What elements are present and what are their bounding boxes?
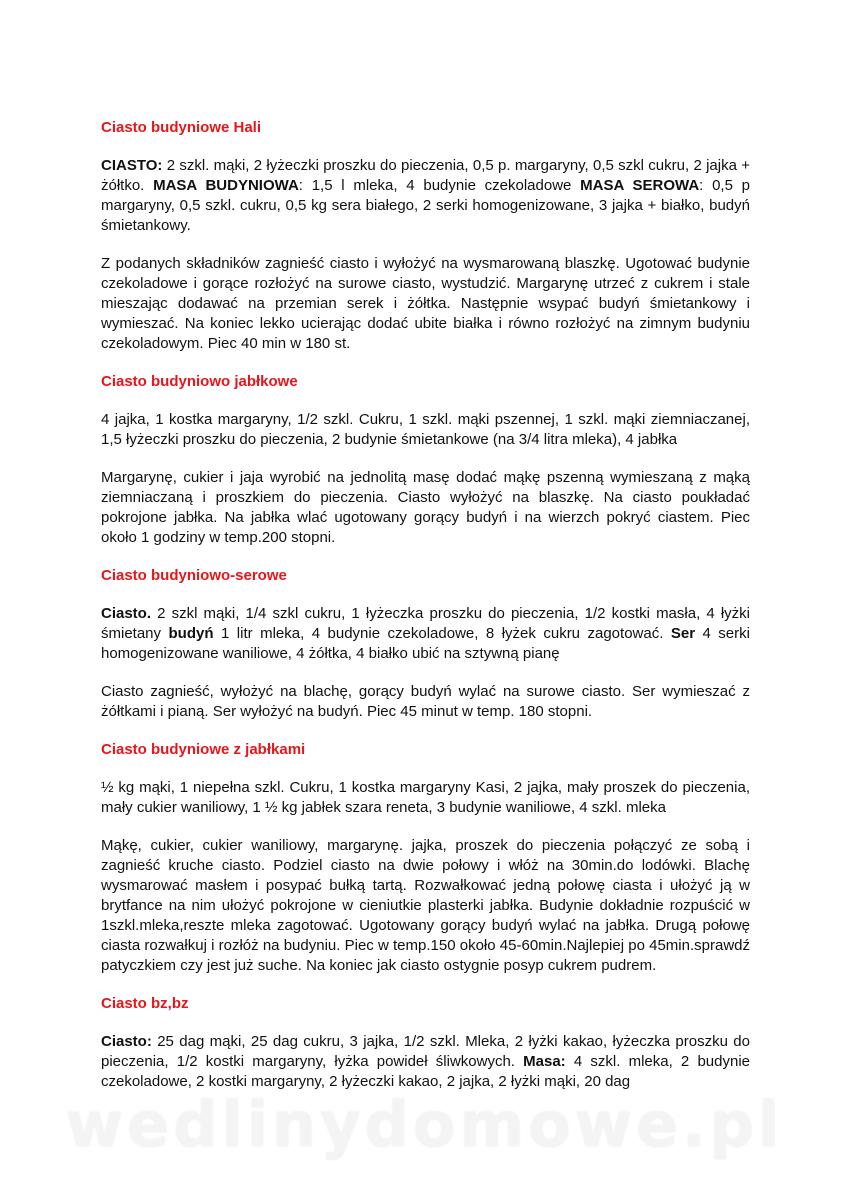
ingredients-paragraph bbox=[101, 1032, 750, 1092]
ingredients-paragraph bbox=[101, 156, 750, 236]
ingredient-text: 2 szkl mąki, 1/4 szkl cukru, 1 łyżeczka proszku do pieczenia, 1/2 kostki masła, 4 łyżki śmietany bbox=[101, 605, 750, 642]
ingredient-text: 25 dag mąki, 25 dag cukru, 3 jajka, 1/2 szkl. Mleka, 2 łyżki kakao, łyżeczka proszku do pieczenia, 1/2 kostki margaryny, łyżka powideł śliwkowych. bbox=[101, 1033, 750, 1070]
recipe-title: Ciasto bz,bz bbox=[101, 995, 189, 1012]
ingredient-heading: MASA SEROWA bbox=[580, 177, 700, 194]
document-page bbox=[101, 118, 750, 1110]
recipe-section bbox=[101, 740, 750, 976]
ingredient-text: ½ kg mąki, 1 niepełna szkl. Cukru, 1 kostka margaryny Kasi, 2 jajka, mały proszek do pieczenia, mały cukier waniliowy, 1 ½ kg jabłek szara reneta, 3 budynie waniliowe, 4 szkl. mleka bbox=[101, 779, 750, 816]
ingredients-paragraph bbox=[101, 604, 750, 664]
ingredient-text: 2 szkl. mąki, 2 łyżeczki proszku do pieczenia, 0,5 p. margaryny, 0,5 szkl cukru, 2 jajka + żółtko. bbox=[101, 157, 750, 194]
watermark-text: wedlinydomowe.pl bbox=[65, 1088, 784, 1161]
ingredient-text: 1 litr mleka, 4 budynie czekoladowe, 8 łyżek cukru zagotować. bbox=[213, 625, 671, 642]
recipe-section bbox=[101, 372, 750, 548]
instructions-paragraph: Z podanych składników zagnieść ciasto i wyłożyć na wysmarowaną blaszkę. Ugotować budynie czekoladowe i gorące rozłożyć na surowe ciasto, wystudzić. Margarynę utrzeć z cukrem i stale mieszając dodawać na przemian serek i żółtka. Następnie wsypać budyń śmietankowy i wymieszać. Na koniec lekko ucierając dodać ubite białka i równo rozłożyć na zimnym budyniu czekoladowym. Piec 40 min w 180 st. bbox=[101, 255, 750, 352]
ingredient-heading: budyń bbox=[168, 625, 214, 642]
recipe-title: Ciasto budyniowe Hali bbox=[101, 119, 262, 136]
ingredient-text: : 0,5 p margaryny, 0,5 szkl. cukru, 0,5 kg sera białego, 2 serki homogenizowane, 3 jajka + białko, budyń śmietankowy. bbox=[101, 177, 751, 234]
ingredient-heading: Ciasto: bbox=[101, 1033, 152, 1050]
recipe-section bbox=[101, 994, 750, 1092]
ingredient-text: 4 serki homogenizowane waniliowe, 4 żółtka, 4 białko ubić na sztywną pianę bbox=[101, 625, 750, 662]
recipe-title: Ciasto budyniowo jabłkowe bbox=[101, 373, 298, 390]
instructions-paragraph: Margarynę, cukier i jaja wyrobić na jednolitą masę dodać mąkę pszenną wymieszaną z mąką ziemniaczaną i proszkiem do pieczenia. Ciasto wyłożyć na blaszkę. Na ciasto poukładać pokrojone jabłka. Na jabłka wlać ugotowany gorący budyń i na wierzch pokryć ciastem. Piec około 1 godziny w temp.200 stopni. bbox=[101, 469, 750, 546]
ingredient-heading: Ciasto. bbox=[101, 605, 152, 622]
instructions-paragraph: Ciasto zagnieść, wyłożyć na blachę, gorący budyń wylać na surowe ciasto. Ser wymieszać z żółtkami i pianą. Ser wyłożyć na budyń. Piec 45 minut w temp. 180 stopni. bbox=[101, 683, 750, 720]
ingredient-heading: Masa: bbox=[523, 1053, 566, 1070]
ingredients-paragraph bbox=[101, 778, 750, 818]
ingredient-heading: Ser bbox=[670, 625, 696, 642]
ingredient-heading: MASA BUDYNIOWA bbox=[153, 177, 299, 194]
ingredient-text: 4 szkl. mleka, 2 budynie czekoladowe, 2 kostki margaryny, 2 łyżeczki kakao, 2 jajka, 2 łyżki mąki, 20 dag bbox=[101, 1053, 751, 1090]
recipe-title: Ciasto budyniowe z jabłkami bbox=[101, 741, 306, 758]
ingredient-heading: CIASTO: bbox=[101, 157, 163, 174]
ingredient-text: 4 jajka, 1 kostka margaryny, 1/2 szkl. Cukru, 1 szkl. mąki pszennej, 1 szkl. mąki ziemniaczanej, 1,5 łyżeczki proszku do pieczenia, 2 budynie śmietankowe (na 3/4 litra mleka), 4 jabłka bbox=[101, 411, 750, 448]
ingredient-text: : 1,5 l mleka, 4 budynie czekoladowe bbox=[298, 177, 581, 194]
instructions-paragraph: Mąkę, cukier, cukier waniliowy, margarynę. jajka, proszek do pieczenia połączyć ze sobą i zagnieść kruche ciasto. Podziel ciasto na dwie połowy i włóż na 30min.do lodówki. Blachę wysmarować masłem i posypać bułką tartą. Rozwałkować jedną połowę ciasta i ułożyć ją w brytfance na nim ułożyć pokrojone w cieniutkie plasterki jabłka. Budynie dokładnie rozpuścić w 1szkl.mleka,reszte mleka zagotować. Ugotowany gorący budyń wylać na jabłka. Drugą połowę ciasta rozwałkuj i rozłóż na budyniu. Piec w temp.150 około 45-60min.Najlepiej po 45min.sprawdź patyczkiem czy jest już suche. Na koniec jak ciasto ostygnie posyp cukrem pudrem. bbox=[101, 837, 750, 974]
ingredients-paragraph bbox=[101, 410, 750, 450]
recipe-section bbox=[101, 566, 750, 722]
recipe-section bbox=[101, 118, 750, 354]
recipe-title: Ciasto budyniowo-serowe bbox=[101, 567, 287, 584]
